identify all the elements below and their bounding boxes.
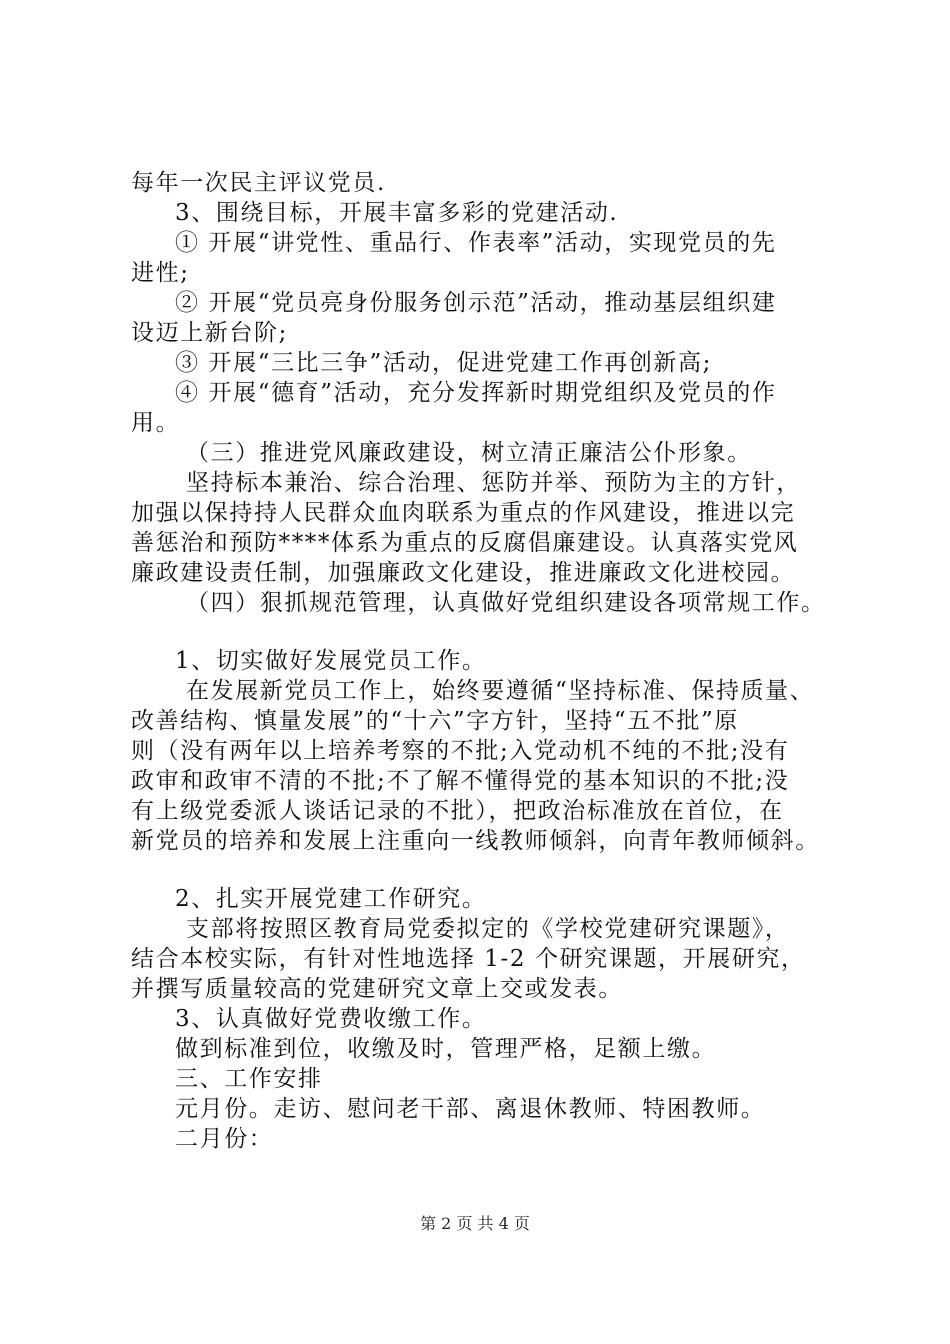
- text-line: 并撰写质量较高的党建研究文章上交或发表。: [131, 976, 623, 1002]
- text-line: 则（没有两年以上培养考察的不批;入党动机不纯的不批;没有: [131, 738, 790, 764]
- text-line: ③ 开展“三比三争”活动，促进党建工作再创新高;: [175, 350, 712, 376]
- text-line: 政审和政审不清的不批;不了解不懂得党的基本知识的不批;没: [131, 768, 790, 794]
- text-line: 3、围绕目标，开展丰富多彩的党建活动.: [175, 200, 619, 226]
- text-line: 加强以保持持人民群众血肉联系为重点的作风建设，推进以完: [131, 500, 796, 526]
- text-line: 进性;: [131, 260, 190, 286]
- text-line: 坚持标本兼治、综合治理、惩防并举、预防为主的方针，: [186, 470, 801, 496]
- text-line: 2、扎实开展党建工作研究。: [175, 886, 487, 912]
- text-line: 做到标准到位，收缴及时，管理严格，足额上缴。: [175, 1036, 717, 1062]
- page-number: 第 2 页 共 4 页: [420, 1214, 530, 1233]
- text-line: 用。: [131, 410, 181, 436]
- text-line: 1、切实做好发展党员工作。: [175, 648, 487, 674]
- text-line: ① 开展“讲党性、重品行、作表率”活动，实现党员的先: [175, 230, 777, 256]
- text-line: 元月份。走访、慰问老干部、离退休教师、特困教师。: [175, 1096, 766, 1122]
- section-heading: 三、工作安排: [175, 1066, 323, 1092]
- text-line: 改善结构、慎量发展”的“十六”字方针，坚持“五不批”原: [131, 708, 739, 734]
- text-line: 在发展新党员工作上，始终要遵循“坚持标准、保持质量、: [186, 678, 815, 704]
- section-heading: （三）推进党风廉政建设，树立清正廉洁公仆形象。: [186, 440, 752, 466]
- text-line: 每年一次民主评议党员.: [131, 170, 386, 196]
- document-body: [131, 168, 851, 1154]
- text-line: 善惩治和预防****体系为重点的反腐倡廉建设。认真落实党风: [131, 530, 799, 556]
- text-line: 新党员的培养和发展上注重向一线教师倾斜，向青年教师倾斜。: [131, 828, 820, 854]
- text-line: 设迈上新台阶;: [131, 320, 288, 346]
- text-line: 有上级党委派人谈话记录的不批），把政治标准放在首位，在: [131, 798, 784, 824]
- text-line: 二月份：: [175, 1126, 274, 1152]
- text-line: 支部将按照区教育局党委拟定的《学校党建研究课题》，: [186, 916, 790, 942]
- text-line: ④ 开展“德育”活动，充分发挥新时期党组织及党员的作: [175, 380, 777, 406]
- text-line: ② 开展“党员亮身份服务创示范”活动，推动基层组织建: [175, 290, 777, 316]
- section-heading: （四）狠抓规范管理，认真做好党组织建设各项常规工作。: [186, 590, 826, 616]
- text-line: 廉政建设责任制，加强廉政文化建设，推进廉政文化进校园。: [131, 560, 796, 586]
- text-line: 3、认真做好党费收缴工作。: [175, 1006, 487, 1032]
- text-line: 结合本校实际，有针对性地选择 1-2 个研究课题，开展研究，: [131, 946, 806, 972]
